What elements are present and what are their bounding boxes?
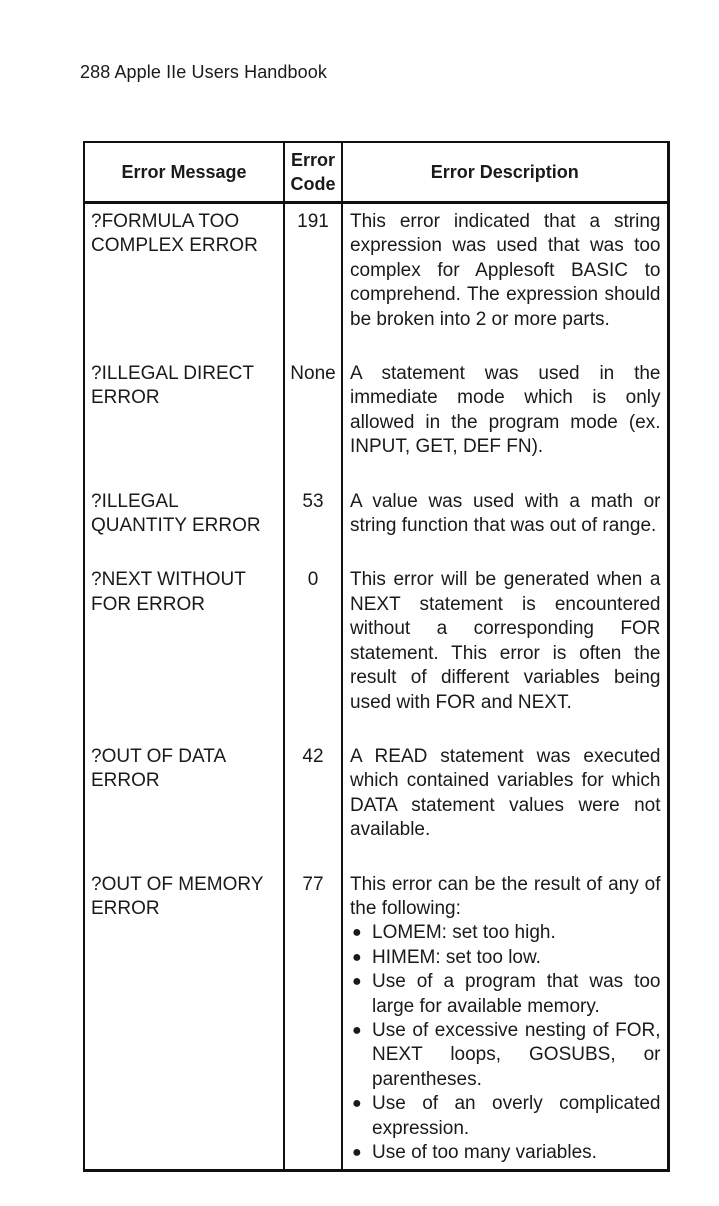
bullet-item bbox=[350, 921, 661, 945]
error-description: This error will be generated when a NEXT statement is encountered without a corresponding FOR statement. This error is often the result of different variables being used with FOR and NEXT. bbox=[342, 562, 668, 738]
table-row bbox=[84, 356, 668, 484]
error-table-container bbox=[83, 141, 667, 1172]
bullet-item bbox=[350, 946, 661, 970]
error-code: 53 bbox=[284, 484, 342, 563]
table-row bbox=[84, 867, 668, 1171]
page-header: 288 Apple IIe Users Handbook bbox=[80, 62, 327, 82]
error-description: A READ statement was executed which contained variables for which DATA statement values were not available. bbox=[342, 739, 668, 867]
header-error-code-line2: Code bbox=[290, 174, 336, 194]
header-error-message: Error Message bbox=[84, 142, 284, 203]
header-error-code-line1: Error bbox=[290, 150, 335, 170]
table-row bbox=[84, 562, 668, 738]
error-description: This error indicated that a string expression was used that was too complex for Applesoft BASIC to comprehend. The expression should be broken into 2 or more parts. bbox=[342, 203, 668, 357]
bullet-icon: ● bbox=[352, 1144, 362, 1161]
bullet-icon: ● bbox=[352, 973, 362, 991]
bullet-icon: ● bbox=[352, 924, 362, 942]
header-error-code bbox=[284, 142, 342, 203]
error-code: None bbox=[284, 356, 342, 484]
bullet-text: Use of an overly complicated expression. bbox=[372, 1093, 661, 1139]
error-description: A statement was used in the immediate mode which is only allowed in the program mode (ex. INPUT, GET, DEF FN). bbox=[342, 356, 668, 484]
table-row bbox=[84, 739, 668, 867]
error-code: 0 bbox=[284, 562, 342, 738]
bullet-item bbox=[350, 970, 661, 1019]
error-code: 77 bbox=[284, 867, 342, 1171]
bullet-item bbox=[350, 1092, 661, 1141]
error-message: ?ILLEGAL QUANTITY ERROR bbox=[84, 484, 284, 563]
error-code: 42 bbox=[284, 739, 342, 867]
error-message: ?ILLEGAL DIRECT ERROR bbox=[84, 356, 284, 484]
table-row bbox=[84, 203, 668, 357]
header-error-description: Error Description bbox=[342, 142, 668, 203]
error-description-intro: This error can be the result of any of the following: bbox=[350, 873, 661, 919]
bullet-text: Use of too many variables. bbox=[372, 1142, 597, 1163]
error-table bbox=[83, 141, 670, 1172]
error-code: 191 bbox=[284, 203, 342, 357]
error-message: ?OUT OF MEMORY ERROR bbox=[84, 867, 284, 1171]
error-message: ?FORMULA TOO COMPLEX ERROR bbox=[84, 203, 284, 357]
bullet-icon: ● bbox=[352, 948, 362, 966]
error-message: ?OUT OF DATA ERROR bbox=[84, 739, 284, 867]
bullet-item bbox=[350, 1141, 661, 1165]
bullet-text: LOMEM: set too high. bbox=[372, 922, 556, 944]
table-header-row bbox=[84, 142, 668, 203]
bullet-icon: ● bbox=[352, 1095, 362, 1113]
bullet-icon: ● bbox=[352, 1021, 362, 1039]
bullet-text: HIMEM: set too low. bbox=[372, 946, 541, 968]
bullet-item bbox=[350, 1019, 661, 1092]
error-description: A value was used with a math or string function that was out of range. bbox=[342, 484, 668, 563]
error-message: ?NEXT WITHOUT FOR ERROR bbox=[84, 562, 284, 738]
bullet-list bbox=[350, 921, 661, 1165]
bullet-text: Use of a program that was too large for available memory. bbox=[372, 971, 661, 1017]
bullet-text: Use of excessive nesting of FOR, NEXT loops, GOSUBS, or parentheses. bbox=[372, 1019, 661, 1090]
error-description bbox=[342, 867, 668, 1171]
table-row bbox=[84, 484, 668, 563]
